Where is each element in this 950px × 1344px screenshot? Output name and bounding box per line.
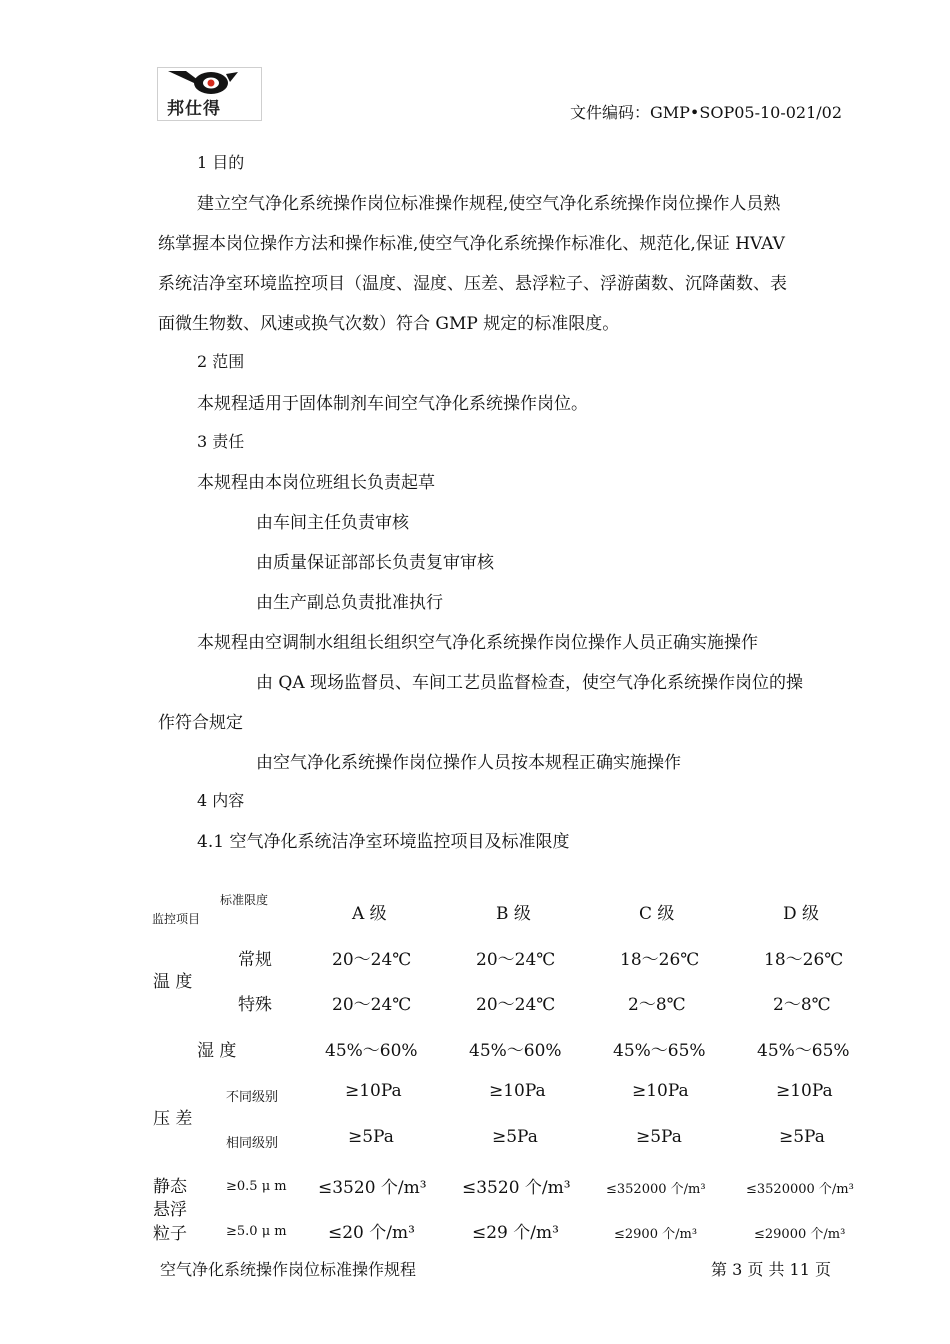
row-label-particles-3: 粒子 (153, 1224, 187, 1244)
paragraph-line: 本规程由本岗位班组长负责起草 (197, 473, 435, 493)
table-corner-top: 标准限度 (220, 893, 269, 907)
table-cell: 2～8℃ (628, 995, 686, 1015)
table-corner-bottom: 监控项目 (152, 912, 201, 926)
table-cell: ≤3520000 个/m³ (746, 1182, 854, 1197)
row-sublabel: 相同级别 (226, 1136, 279, 1151)
table-cell: 20～24℃ (476, 995, 556, 1015)
table-cell: ≥10Pa (632, 1081, 689, 1101)
table-cell: ≤20 个/m³ (328, 1223, 415, 1243)
paragraph-line: 作符合规定 (158, 713, 243, 733)
row-sublabel: ≥0.5 μ m (226, 1179, 287, 1194)
table-cell: ≤29 个/m³ (472, 1223, 559, 1243)
row-sublabel: ≥5.0 μ m (226, 1224, 287, 1239)
table-cell: 18～26℃ (764, 950, 844, 970)
table-cell: 20～24℃ (476, 950, 556, 970)
row-sublabel: 特殊 (238, 995, 272, 1015)
table-cell: ≥10Pa (345, 1081, 402, 1101)
table-cell: 20～24℃ (332, 995, 412, 1015)
row-sublabel: 不同级别 (226, 1090, 279, 1105)
paragraph-line: 本规程由空调制水组组长组织空气净化系统操作岗位操作人员正确实施操作 (197, 633, 758, 653)
paragraph-line: 练掌握本岗位操作方法和操作标准,使空气净化系统操作标准化、规范化,保证 HVAV (158, 234, 785, 254)
subsection-4-1-title: 4.1 空气净化系统洁净室环境监控项目及标准限度 (197, 832, 570, 852)
logo-text: 邦仕得 (167, 99, 221, 119)
paragraph-line: 建立空气净化系统操作岗位标准操作规程,使空气净化系统操作岗位操作人员熟 (197, 194, 781, 214)
page-number: 第 3 页 共 11 页 (711, 1260, 831, 1279)
table-cell: ≤3520 个/m³ (462, 1178, 571, 1198)
section-2-title: 2 范围 (197, 352, 245, 371)
table-cell: ≤29000 个/m³ (754, 1227, 846, 1242)
column-header-a: A 级 (352, 904, 387, 924)
column-header-c: C 级 (639, 904, 675, 924)
column-header-d: D 级 (783, 904, 820, 924)
row-label-pressure: 压 差 (153, 1109, 193, 1129)
table-cell: ≥10Pa (489, 1081, 546, 1101)
table-cell: 2～8℃ (773, 995, 831, 1015)
table-cell: ≤2900 个/m³ (614, 1227, 698, 1242)
paragraph-line: 由车间主任负责审核 (256, 513, 409, 533)
section-3-title: 3 责任 (197, 432, 245, 451)
table-cell: 45%～60% (469, 1041, 562, 1061)
paragraph-line: 由质量保证部部长负责复审审核 (256, 553, 494, 573)
table-cell: 18～26℃ (620, 950, 700, 970)
paragraph-line: 本规程适用于固体制剂车间空气净化系统操作岗位。 (197, 394, 588, 414)
table-cell: 45%～65% (757, 1041, 850, 1061)
section-1-title: 1 目的 (197, 153, 245, 172)
paragraph-line: 由空气净化系统操作岗位操作人员按本规程正确实施操作 (256, 753, 681, 773)
row-label-particles-1: 静态 (153, 1177, 187, 1197)
row-label-humidity: 湿 度 (197, 1041, 237, 1061)
paragraph-line: 由 QA 现场监督员、车间工艺员监督检查，使空气净化系统操作岗位的操 (256, 673, 804, 693)
table-cell: ≥5Pa (492, 1127, 538, 1147)
table-cell: 45%～65% (613, 1041, 706, 1061)
row-label-particles-2: 悬浮 (153, 1200, 187, 1220)
paragraph-line: 面微生物数、风速或换气次数）符合 GMP 规定的标准限度。 (158, 314, 620, 334)
table-cell: ≥5Pa (348, 1127, 394, 1147)
table-cell: ≥5Pa (779, 1127, 825, 1147)
section-4-title: 4 内容 (197, 791, 245, 810)
table-cell: ≥10Pa (776, 1081, 833, 1101)
table-cell: 45%～60% (325, 1041, 418, 1061)
paragraph-line: 系统洁净室环境监控项目（温度、湿度、压差、悬浮粒子、浮游菌数、沉降菌数、表 (158, 274, 787, 294)
table-cell: ≤352000 个/m³ (606, 1182, 706, 1197)
row-label-temperature: 温 度 (153, 972, 193, 992)
paragraph-line: 由生产副总负责批准执行 (256, 593, 443, 613)
row-sublabel: 常规 (238, 950, 272, 970)
column-header-b: B 级 (496, 904, 531, 924)
footer-title: 空气净化系统操作岗位标准操作规程 (160, 1260, 417, 1279)
company-logo (157, 67, 262, 121)
table-cell: 20～24℃ (332, 950, 412, 970)
table-cell: ≤3520 个/m³ (318, 1178, 427, 1198)
document-code: 文件编码：GMP•SOP05-10-021/02 (570, 103, 843, 122)
table-cell: ≥5Pa (636, 1127, 682, 1147)
